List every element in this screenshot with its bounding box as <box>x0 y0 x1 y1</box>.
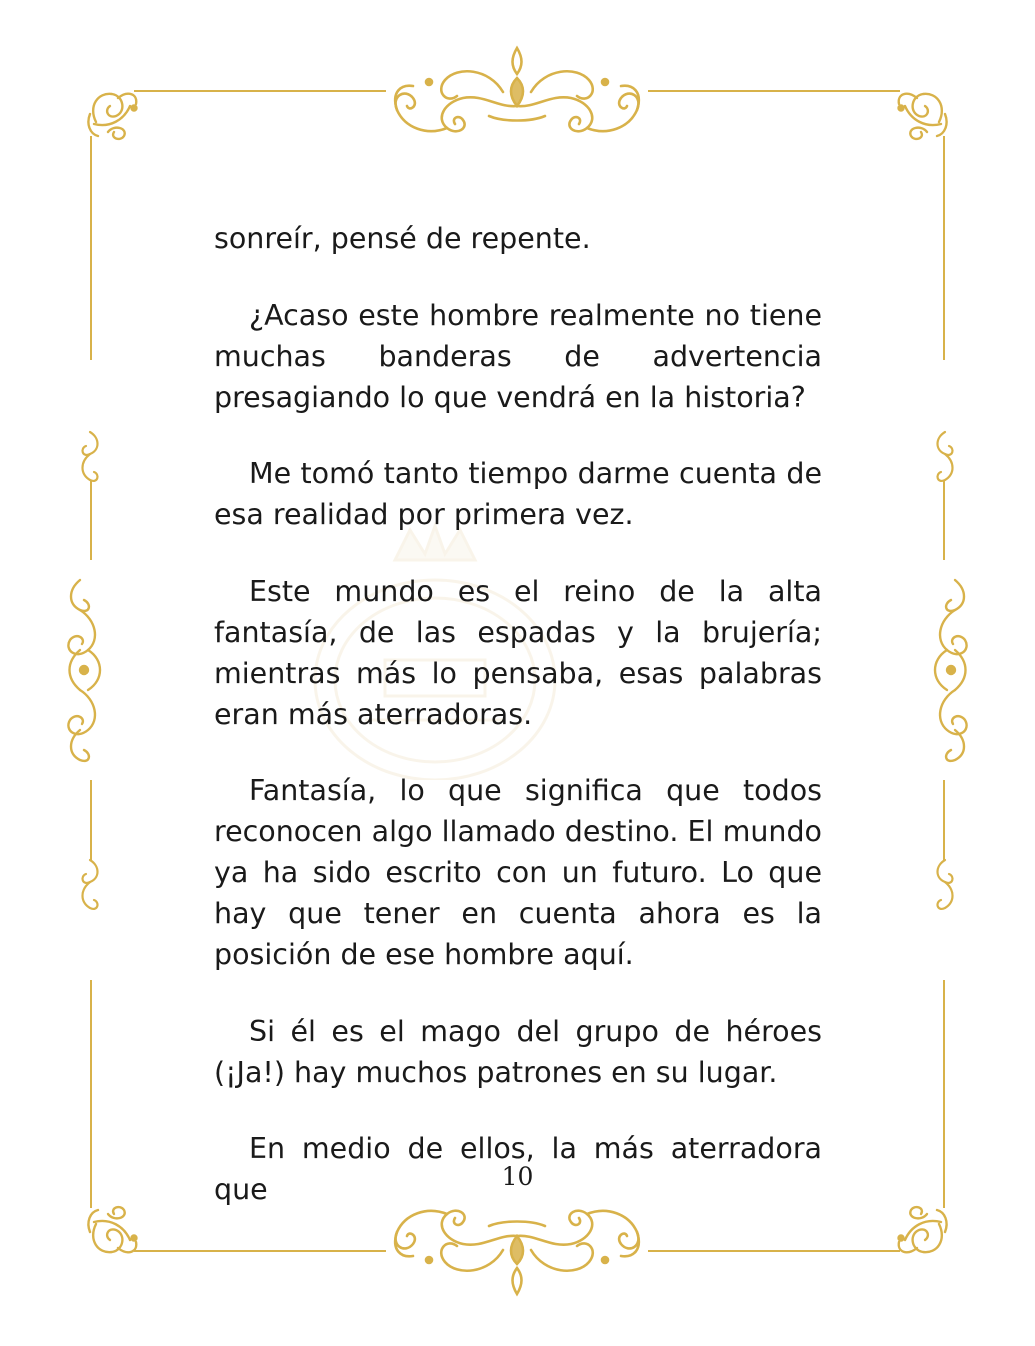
paragraph: Si él es el mago del grupo de héroes (¡Ja!) hay muchos patrones en su lugar. <box>214 1014 822 1089</box>
paragraph: Me tomó tanto tiempo darme cuenta de esa realidad por primera vez. <box>214 457 822 531</box>
paragraph: En medio de ellos, la más aterradora que <box>214 1132 822 1206</box>
page-text <box>214 218 822 1210</box>
paragraph: sonreír, pensé de repente. <box>214 222 591 255</box>
paragraph: Fantasía, lo que significa que todos reconocen algo llamado destino. El mundo ya ha sido escrito con un futuro. Lo que hay que tener en cuenta ahora es la posición de ese hombre aquí. <box>214 774 822 971</box>
paragraph: ¿Acaso este hombre realmente no tiene muchas banderas de advertencia presagiando lo que vendrá en la historia? <box>214 298 822 414</box>
paragraph: Este mundo es el reino de la alta fantasía, de las espadas y la brujería; mientras más lo pensaba, esas palabras eran más aterradoras. <box>214 574 822 731</box>
page-number: 10 <box>501 1162 534 1191</box>
